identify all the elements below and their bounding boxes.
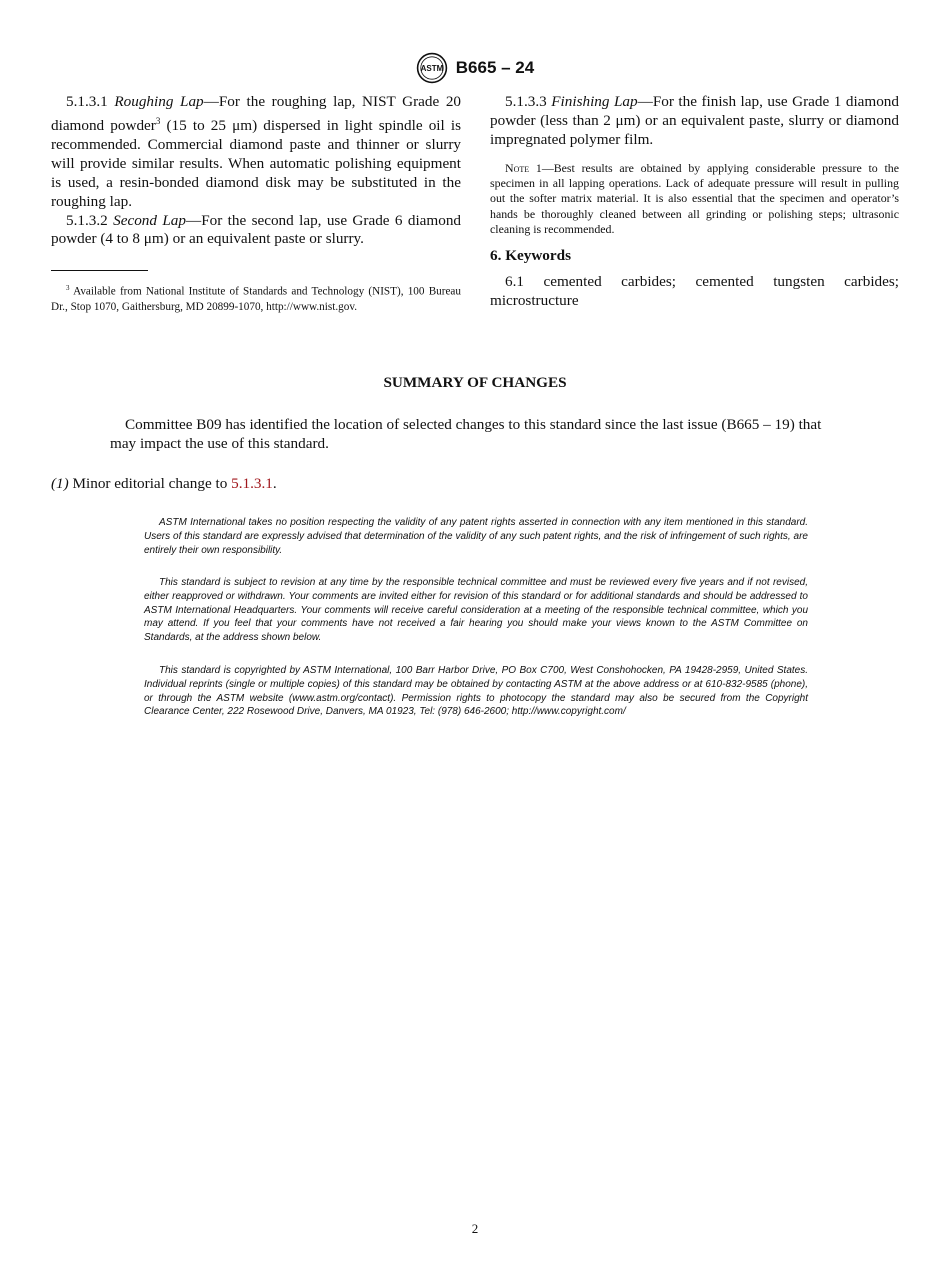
right-column xyxy=(490,93,899,311)
footnote-3: $^3$ Available from National Institute of Standards and Technology (NIST), 100 Bureau Dr., Stop 1070, Gaithersburg, MD 20899-1070, http://www.nist.gov. xyxy=(51,284,461,313)
paragraph-5-1-3-1: 5.1.3.1 Roughing Lap—For the roughing lap, NIST Grade 20 diamond powder$^3$ (15 to 25 μm) dispersed in light spindle oil is recommended. Commercial diamond paste and thinner or slurry will provide similar results. When automatic polishing equipment is used, a resin-bonded diamond disk may be substituted in the roughing lap. xyxy=(51,93,462,210)
left-column xyxy=(51,93,461,249)
page-number: 2 xyxy=(471,1221,479,1236)
summary-intro: Committee B09 has identified the location of selected changes to this standard since the last issue (B665 – 19) that may impact the use of this standard. xyxy=(110,416,822,452)
astm-logo-icon xyxy=(416,52,448,84)
roughing-lap-title: Roughing Lap xyxy=(114,93,204,110)
paragraph-6-1: 6.1 cemented carbides; cemented tungsten carbides; microstructure xyxy=(490,273,899,310)
legal-notice-copyright: This standard is copyrighted by ASTM International, 100 Barr Harbor Drive, PO Box C700, West Conshohocken, PA 19428-2959, United States. Individual reprints (single or multiple copies) of this standard may be obtained by contacting ASTM at the above address or at 610-832-9585 (phone), or through the ASTM website (www.astm.org/contact). Permission rights to photocopy the standard may also be secured from the Copyright Clearance Center, 222 Rosewood Drive, Danvers, MA 01923, Tel: (978) 646-2600; http://www.copyright.com/ xyxy=(144,665,808,718)
second-lap-title: Second Lap xyxy=(113,211,186,229)
finishing-lap-title: Finishing Lap xyxy=(551,93,638,110)
change-item: (1) Minor editorial change to 5.1.3.1. xyxy=(51,475,277,492)
summary-title: SUMMARY OF CHANGES xyxy=(383,374,567,391)
standard-designation: B665 – 24 xyxy=(455,58,535,77)
legal-notice-patent: ASTM International takes no position respecting the validity of any patent rights asserted in connection with any item mentioned in this standard. Users of this standard are expressly advised that determination of the validity of any such patent rights, and the risk of infringement of such rights, are entirely their own responsibility. xyxy=(144,517,808,556)
section-link-5-1-3-1[interactable]: 5.1.3.1 xyxy=(231,475,273,492)
page-header xyxy=(0,52,950,84)
note-1: Note 1—Best results are obtained by applying considerable pressure to the specimen in all lapping operations. Lack of adequate pressure will result in pulling out the softer matrix material. It is also essential that the specimen and operator’s hands be thoroughly cleaned between all grinding or polishing steps; ultrasonic cleaning is recommended. xyxy=(490,160,899,236)
footnote-reference[interactable]: 3 xyxy=(155,115,161,126)
section-heading-keywords: 6. Keywords xyxy=(490,247,571,265)
paragraph-5-1-3-2: 5.1.3.2 Second Lap—For the second lap, use Grade 6 diamond powder (4 to 8 μm) or an equivalent paste or slurry. xyxy=(51,211,462,248)
paragraph-5-1-3-3: 5.1.3.3 Finishing Lap—For the finish lap, use Grade 1 diamond powder (less than 2 μm) or an equivalent paste, slurry or diamond impregnated polymer film. xyxy=(490,93,899,148)
logo-text: ASTM xyxy=(420,64,444,74)
legal-notice-revision: This standard is subject to revision at any time by the responsible technical committee and must be reviewed every five years and if not revised, either reapproved or withdrawn. Your comments are invited either for revision of this standard or for additional standards and should be addressed to ASTM International Headquarters. Your comments will receive careful consideration at a meeting of the responsible technical committee, which you may attend. If you feel that your comments have not received a fair hearing you should make your views known to the ASTM Committee on Standards, at the address shown below. xyxy=(144,577,808,644)
footnote-divider xyxy=(51,270,148,271)
